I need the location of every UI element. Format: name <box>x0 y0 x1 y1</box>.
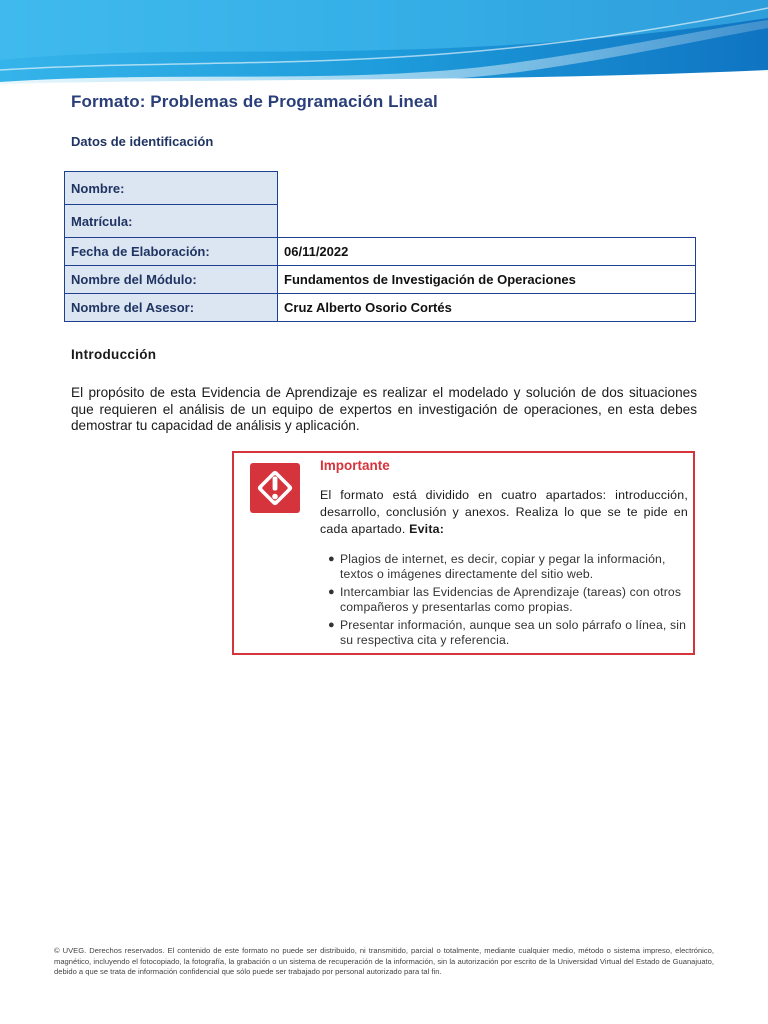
identification-table <box>64 171 696 322</box>
table-row <box>65 266 696 294</box>
list-item-text: Plagios de internet, es decir, copiar y pegar la información, textos o imágenes directamente del sitio web. <box>340 552 666 581</box>
enrollment-value <box>278 205 696 238</box>
important-notice-box <box>232 451 695 655</box>
identification-heading: Datos de identificación <box>71 134 214 149</box>
name-label: Nombre: <box>65 172 278 205</box>
page-title: Formato: Problemas de Programación Lineal <box>71 92 438 111</box>
bullet-icon: ● <box>328 619 335 631</box>
copyright-footer: © UVEG. Derechos reservados. El contenido de este formato no puede ser distribuido, ni transmitido, parcial o totalmente, mediante cualquier medio, método o sistema impreso, electrónico, magnético, incluyendo el fotocopiado, la fotografía, la grabación o un sistema de recuperación de la información, sin la autorización por escrito de la Universidad Virtual del Estado de Guanajuato, debido a que se trata de información confidencial que sólo puede ser trabajado por personal autorizado para tal fin. <box>54 946 714 976</box>
list-item <box>320 585 688 615</box>
introduction-heading: Introducción <box>71 347 157 362</box>
date-value: 06/11/2022 <box>278 238 696 266</box>
bullet-icon: ● <box>328 586 335 598</box>
enrollment-label: Matrícula: <box>65 205 278 238</box>
table-row <box>65 205 696 238</box>
avoid-list <box>320 552 688 651</box>
name-value <box>278 172 696 205</box>
important-title: Importante <box>320 458 390 473</box>
important-body: El formato está dividido en cuatro apartados: introducción, desarrollo, conclusión y anexos. Realiza lo que se te pide en cada apartado. <box>320 488 688 536</box>
table-row <box>65 172 696 205</box>
warning-diamond-icon <box>250 463 300 513</box>
advisor-label: Nombre del Asesor: <box>65 294 278 322</box>
advisor-value: Cruz Alberto Osorio Cortés <box>278 294 696 322</box>
table-row <box>65 294 696 322</box>
evita-label: Evita: <box>409 522 445 536</box>
introduction-text: El propósito de esta Evidencia de Aprendizaje es realizar el modelado y solución de dos situaciones que requieren el análisis de un equipo de expertos en investigación de operaciones, en esta debes demostrar tu capacidad de análisis y aplicación. <box>71 385 697 433</box>
table-row <box>65 238 696 266</box>
list-item-text: Presentar información, aunque sea un solo párrafo o línea, sin su respectiva cita y referencia. <box>340 618 687 647</box>
header-banner <box>0 0 768 96</box>
banner-wave-graphic <box>0 0 768 96</box>
module-label: Nombre del Módulo: <box>65 266 278 294</box>
bullet-icon: ● <box>328 553 335 565</box>
module-value: Fundamentos de Investigación de Operaciones <box>278 266 696 294</box>
list-item <box>320 552 688 582</box>
date-label: Fecha de Elaboración: <box>65 238 278 266</box>
list-item-text: Intercambiar las Evidencias de Aprendizaje (tareas) con otros compañeros y presentarlas como propias. <box>340 585 682 614</box>
important-text <box>320 487 688 538</box>
list-item <box>320 618 688 648</box>
